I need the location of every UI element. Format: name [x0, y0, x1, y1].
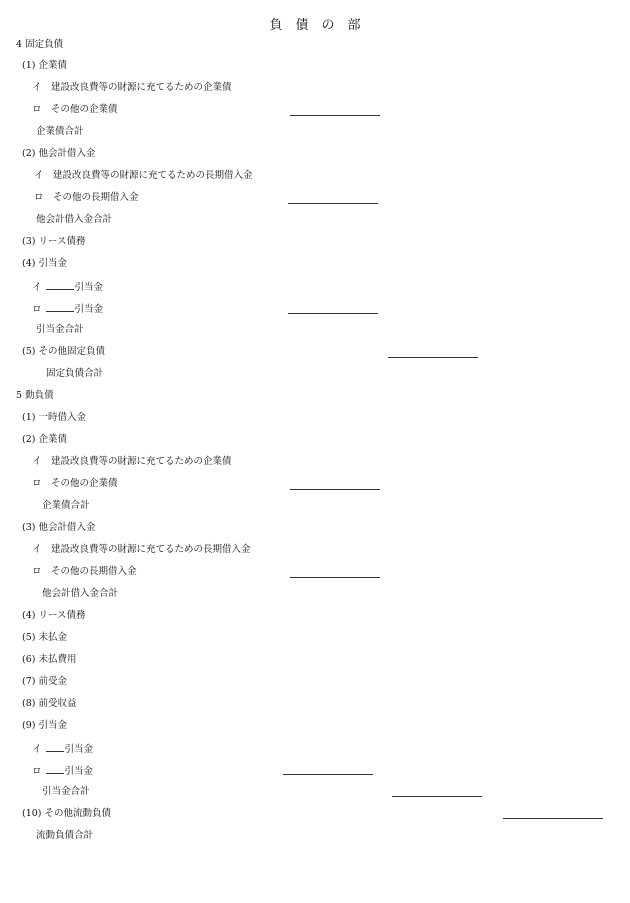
total-current-liabilities: 流動負債合計 — [36, 830, 94, 841]
subitem-allowance-b: ロ 引当金 — [32, 304, 104, 315]
subitem-construction-long-term-loans: イ 建設改良費等の財源に充てるための長期借入金 — [32, 544, 251, 555]
item-allowances: (9) 引当金 — [22, 720, 67, 731]
blank-underline — [46, 280, 74, 290]
subitem-allowance-a: イ 引当金 — [32, 282, 104, 293]
item-temporary-loans: (1) 一時借入金 — [22, 412, 86, 423]
amount-line — [288, 313, 378, 314]
page-title: 負 債 の 部 — [269, 18, 361, 33]
item-accrued-expenses: (6) 未払費用 — [22, 654, 77, 665]
section-fixed-liabilities: 4 固定負債 — [16, 39, 64, 50]
subitem-allowance-a: イ 引当金 — [32, 744, 94, 755]
blank-underline — [46, 302, 74, 312]
subitem-allowance-b: ロ 引当金 — [32, 766, 94, 777]
subitem-other-long-term-loans: ロ その他の長期借入金 — [34, 192, 139, 203]
subtotal-other-account-loans: 他会計借入金合計 — [36, 214, 113, 225]
subitem-construction-bonds: イ 建設改良費等の財源に充てるための企業債 — [32, 82, 232, 93]
item-lease-obligations: (3) リース債務 — [22, 236, 86, 247]
subitem-construction-bonds: イ 建設改良費等の財源に充てるための企業債 — [32, 456, 232, 467]
item-other-current-liabilities: (10) その他流動負債 — [22, 808, 112, 819]
subitem-construction-long-term-loans: イ 建設改良費等の財源に充てるための長期借入金 — [34, 170, 253, 181]
subitem-other-long-term-loans: ロ その他の長期借入金 — [32, 566, 137, 577]
amount-line — [503, 818, 603, 819]
amount-line — [288, 203, 378, 204]
total-fixed-liabilities: 固定負債合計 — [46, 368, 104, 379]
blank-underline — [46, 764, 64, 774]
item-other-fixed-liabilities: (5) その他固定負債 — [22, 346, 105, 357]
item-unearned-revenue: (8) 前受収益 — [22, 698, 77, 709]
item-other-account-loans: (3) 他会計借入金 — [22, 522, 96, 533]
item-allowances: (4) 引当金 — [22, 258, 67, 269]
item-other-account-loans: (2) 他会計借入金 — [22, 148, 96, 159]
item-corporate-bonds: (1) 企業債 — [22, 60, 67, 71]
subtotal-corporate-bonds: 企業債合計 — [42, 500, 90, 511]
subtotal-corporate-bonds: 企業債合計 — [36, 126, 84, 137]
subitem-other-bonds: ロ その他の企業債 — [32, 478, 118, 489]
subtotal-allowances: 引当金合計 — [36, 324, 84, 335]
subitem-other-bonds: ロ その他の企業債 — [32, 104, 118, 115]
subtotal-allowances: 引当金合計 — [42, 786, 90, 797]
item-lease-obligations: (4) リース債務 — [22, 610, 86, 621]
section-current-liabilities: 5 動負債 — [16, 390, 54, 401]
blank-underline — [46, 742, 64, 752]
amount-line — [290, 577, 380, 578]
amount-line — [392, 796, 482, 797]
item-corporate-bonds: (2) 企業債 — [22, 434, 67, 445]
amount-line — [283, 774, 373, 775]
subtotal-other-account-loans: 他会計借入金合計 — [42, 588, 119, 599]
amount-line — [290, 489, 380, 490]
amount-line — [388, 357, 478, 358]
item-advances-received: (7) 前受金 — [22, 676, 67, 687]
amount-line — [290, 115, 380, 116]
item-accounts-payable: (5) 未払金 — [22, 632, 67, 643]
